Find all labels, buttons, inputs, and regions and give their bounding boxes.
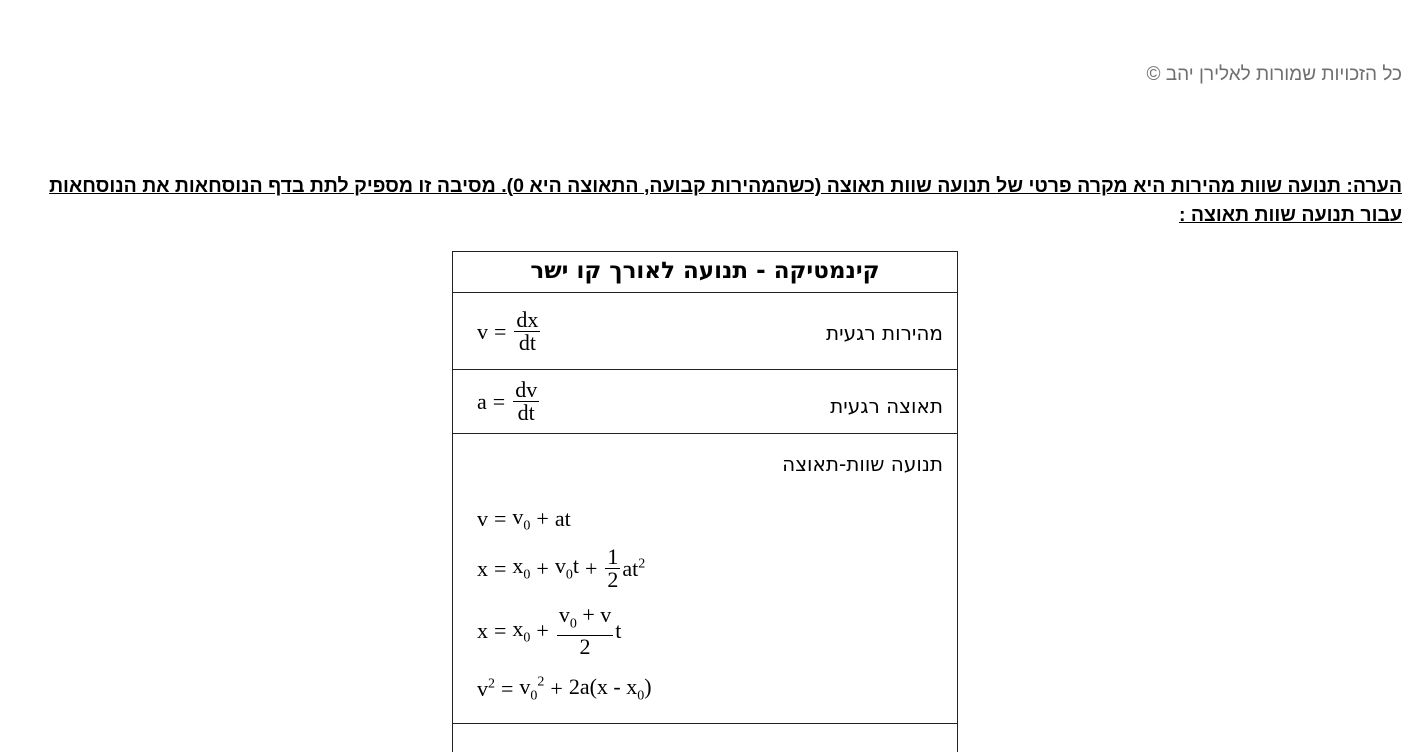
acceleration-formula: a = $\frac{dv}{dt}$ <box>477 377 538 425</box>
formula-velocity-time: v = $v_0$ + at <box>477 504 571 534</box>
formula-position-average-velocity: x = $x_0$ + $\frac{v_0 + v}{2}$ t <box>477 602 622 660</box>
formula-sheet-title: קינמטיקה - תנועה לאורך קו ישר <box>453 252 957 293</box>
instantaneous-velocity-row <box>453 293 957 370</box>
formula-position-time: x = $x_0$ + $v_0t$ + $\frac{1}{2}$ $at^2$ <box>477 544 646 592</box>
uniform-acceleration-row <box>453 434 957 724</box>
instantaneous-acceleration-label: תאוצה רגעית <box>830 394 943 418</box>
uniform-acceleration-label: תנועה שוות-תאוצה <box>782 452 943 476</box>
copyright-notice: כל הזכויות שמורות לאלירן יהב © <box>1146 64 1402 85</box>
formula-sheet <box>452 251 958 752</box>
note-text: הערה: תנועה שוות מהירות היא מקרה פרטי של תנועה שוות תאוצה (כשהמהירות קבועה, התאוצה היא 0). מסיבה זו מספיק לתת בדף הנוסחאות את הנוסחאות עבור תנועה שוות תאוצה : <box>49 175 1402 226</box>
formula-velocity-position: $v^2$ = $v_0^2$ + $2a(x - x_0)$ <box>477 674 652 704</box>
velocity-formula: v = $\frac{dx}{dt}$ <box>477 307 539 355</box>
instantaneous-velocity-label: מהירות רגעית <box>825 321 943 345</box>
instantaneous-acceleration-row <box>453 370 957 434</box>
